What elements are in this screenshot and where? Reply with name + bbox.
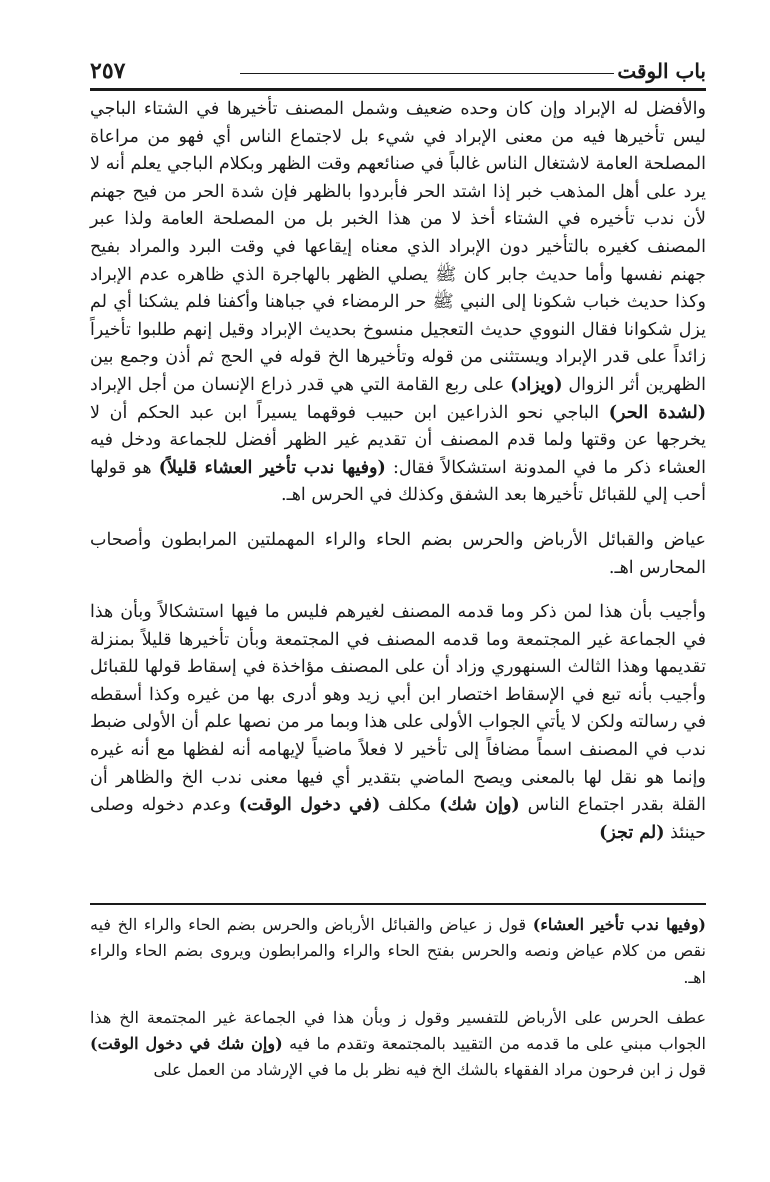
chapter-title: باب الوقت — [617, 59, 706, 83]
main-text — [90, 96, 706, 847]
footnote-divider — [90, 903, 706, 905]
matn-quote: (وإن شك في دخول الوقت) — [90, 1034, 283, 1054]
footnote-2: عطف الحرس على الأرباض للتفسير وقول ز وبأن هذا في الجماعة غير المجتمعة الخ هذا الجواب مبني على ما قدمه من التقييد بالمجتمعة وتقدم ما فيه (وإن شك في دخول الوقت) قول ز ابن فرحون مراد الفقهاء بالشك الخ فيه نظر بل ما في الإرشاد من العمل على — [90, 1007, 706, 1080]
matn-quote: (لم تجز) — [599, 822, 665, 843]
header-divider — [90, 88, 706, 91]
footnote-1: (وفيها ندب تأخير العشاء) قول ز عياض والقبائل الأرباض والحرس بضم الحاء والراء الخ فيه نقص من كلام عياض ونصه والحرس بفتح الحاء والراء والمرابطون ويروى بضم الحاء والراء اهـ. — [90, 915, 707, 987]
matn-quote: (وإن شك) — [439, 795, 520, 816]
matn-quote: (لشدة الحر) — [608, 402, 706, 423]
page-number: ٢٥٧ — [90, 58, 126, 84]
matn-quote: (وفيها ندب تأخير العشاء) — [532, 915, 707, 934]
paragraph-commentary-1: والأفضل له الإبراد وإن كان وحده ضعيف وشمل المصنف تأخيرها في الشتاء الباجي ليس تأخيرها فيه من معنى الإبراد في شيء بل لاجتماع الناس أي فهو من مراعاة المصلحة العامة لاشتغال الناس غالباً في صنائعهم وقت الظهر وبكلام الباجي يعلم أنه لا يرد على أهل المذهب خبر إذا اشتد الحر فأبردوا بالظهر فإن شدة الحر من فيح جهنم لأن ندب تأخيره في الشتاء أخذ لا من هذا الخبر بل من المصلحة العامة ولذا عبر المصنف كغيره بالتأخير دون الإبراد الذي معناه إيقاعها في وقت البرد والمراد بفيح جهنم نفسها وأما حديث جابر كان ﷺ يصلي الظهر بالهاجرة الذي ظاهره عدم الإبراد وكذا حديث خباب شكونا إلى النبي ﷺ حر الرمضاء في جباهنا وأكفنا فلم يشكنا أي لم يزل شكوانا فقال النووي حديث التعجيل منسوخ بحديث الإبراد وقيل إنهم طلبوا تأخيراً زائداً على قدر الإبراد ويستثنى من قوله وتأخيرها الخ قوله في الحج ثم أذن وجمع بين الظهرين أثر الزوال (ويزاد) على ربع القامة التي هي قدر ذراع الإنسان من أجل الإبراد (لشدة الحر) الباجي نحو الذراعين ابن حبيب فوقهما يسيراً ابن عبد الحكم أن لا يخرجها عن وقتها ولما قدم المصنف أن تقديم غير الظهر أفضل للجماعة ودخل فيه العشاء ذكر ما في المدونة استشكالاً فقال: (وفيها ندب تأخير العشاء قليلاً) هو قولها أحب إلي للقبائل تأخيرها بعد الشفق وكذلك في الحرس اهـ. — [90, 99, 706, 506]
matn-quote: (وفيها ندب تأخير العشاء قليلاً) — [158, 457, 386, 478]
footnotes — [90, 912, 706, 1084]
matn-quote: (في دخول الوقت) — [238, 795, 381, 816]
matn-quote: (ويزاد) — [510, 374, 563, 395]
page-header — [90, 56, 706, 86]
header-rule — [240, 73, 614, 74]
paragraph-commentary-2: عياض والقبائل الأرباض والحرس بضم الحاء والراء المهملتين المرابطون وأصحاب المحارس اهـ. — [90, 529, 706, 578]
paragraph-commentary-3: وأجيب بأن هذا لمن ذكر وما قدمه المصنف لغيرهم فليس ما فيها استشكالاً وبأن هذا في الجماعة غير المجتمعة وما قدمه المصنف في المجتمعة وبأن تأخيرها قليلاً بمنزلة تقديمها وهذا الثالث السنهوري وزاد أن على المصنف مؤاخذة في إسقاط قولها للقبائل وأجيب بأنه تبع في الإسقاط اختصار ابن أبي زيد وهو أدرى بها من غيره وكذا أسقطه في رسالته ولكن لا يأتي الجواب الأولى على هذا وبما مر من نصها علم أن الأولى ضبط ندب في المصنف اسماً مضافاً إلى تأخير لا فعلاً ماضياً لإيهامه أنه لفظها مع أنه غيره وإنما هو نقل لها بالمعنى ويصح الماضي بتقدير أي فيها معنى ندب الخ والظاهر أن القلة بقدر اجتماع الناس (وإن شك) مكلف (في دخول الوقت) وعدم دخوله وصلى حينئذ (لم تجز) — [90, 602, 706, 843]
